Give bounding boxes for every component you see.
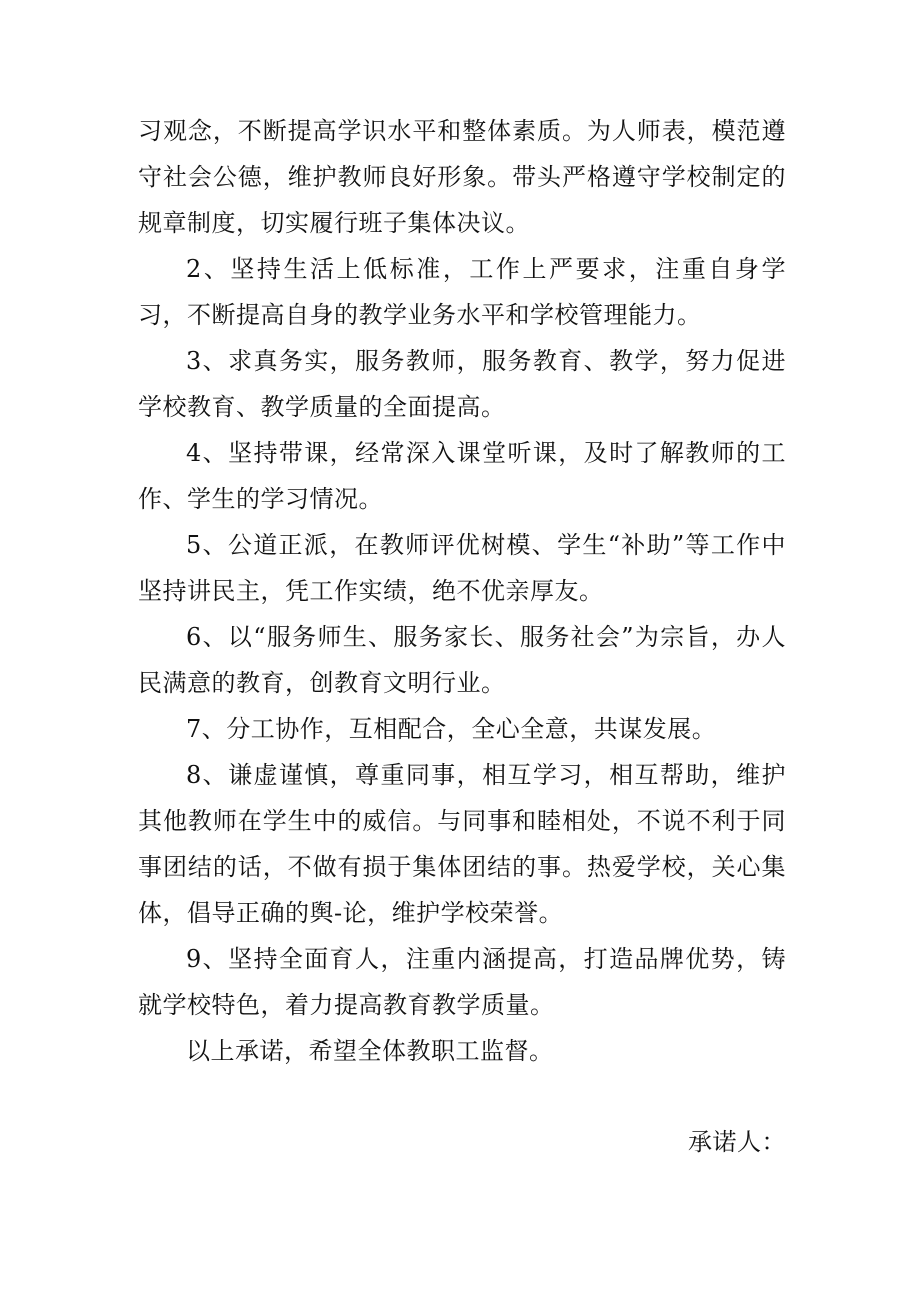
paragraph-item-6: 6、以“服务师生、服务家长、服务社会”为宗旨，办人民满意的教育，创教育文明行业。 [138,623,786,697]
paragraph-item-3: 3、求真务实，服务教师，服务教育、教学，努力促进学校教育、教学质量的全面提高。 [138,347,786,421]
paragraph-item-7: 7、分工协作，互相配合，全心全意，共谋发展。 [186,715,717,743]
paragraph-item-4: 4、坚持带课，经常深入课堂听课，及时了解教师的工作、学生的学习情况。 [138,439,786,513]
signature-label: 承诺人： [688,1128,786,1156]
paragraph-item-2: 2、坚持生活上低标准，工作上严要求，注重自身学习，不断提高自身的教学业务水平和学校管理能力。 [138,255,786,329]
paragraph-intro-continued: 习观念，不断提高学识水平和整体素质。为人师表，模范遵守社会公德，维护教师良好形象。带头严格遵守学校制定的规章制度，切实履行班子集体决议。 [138,117,786,237]
paragraph-item-9: 9、坚持全面育人，注重内涵提高，打造品牌优势，铸就学校特色，着力提高教育教学质量。 [138,945,786,1019]
paragraph-closing: 以上承诺，希望全体教职工监督。 [186,1037,554,1065]
document-body [138,108,786,1074]
paragraph-item-5: 5、公道正派，在教师评优树模、学生“补助”等工作中坚持讲民主，凭工作实绩，绝不优亲厚友。 [138,531,786,605]
paragraph-item-8: 8、谦虚谨慎，尊重同事，相互学习，相互帮助，维护其他教师在学生中的威信。与同事和睦相处，不说不利于同事团结的话，不做有损于集体团结的事。热爱学校，关心集体，倡导正确的舆-论，维护学校荣誉。 [138,761,786,927]
